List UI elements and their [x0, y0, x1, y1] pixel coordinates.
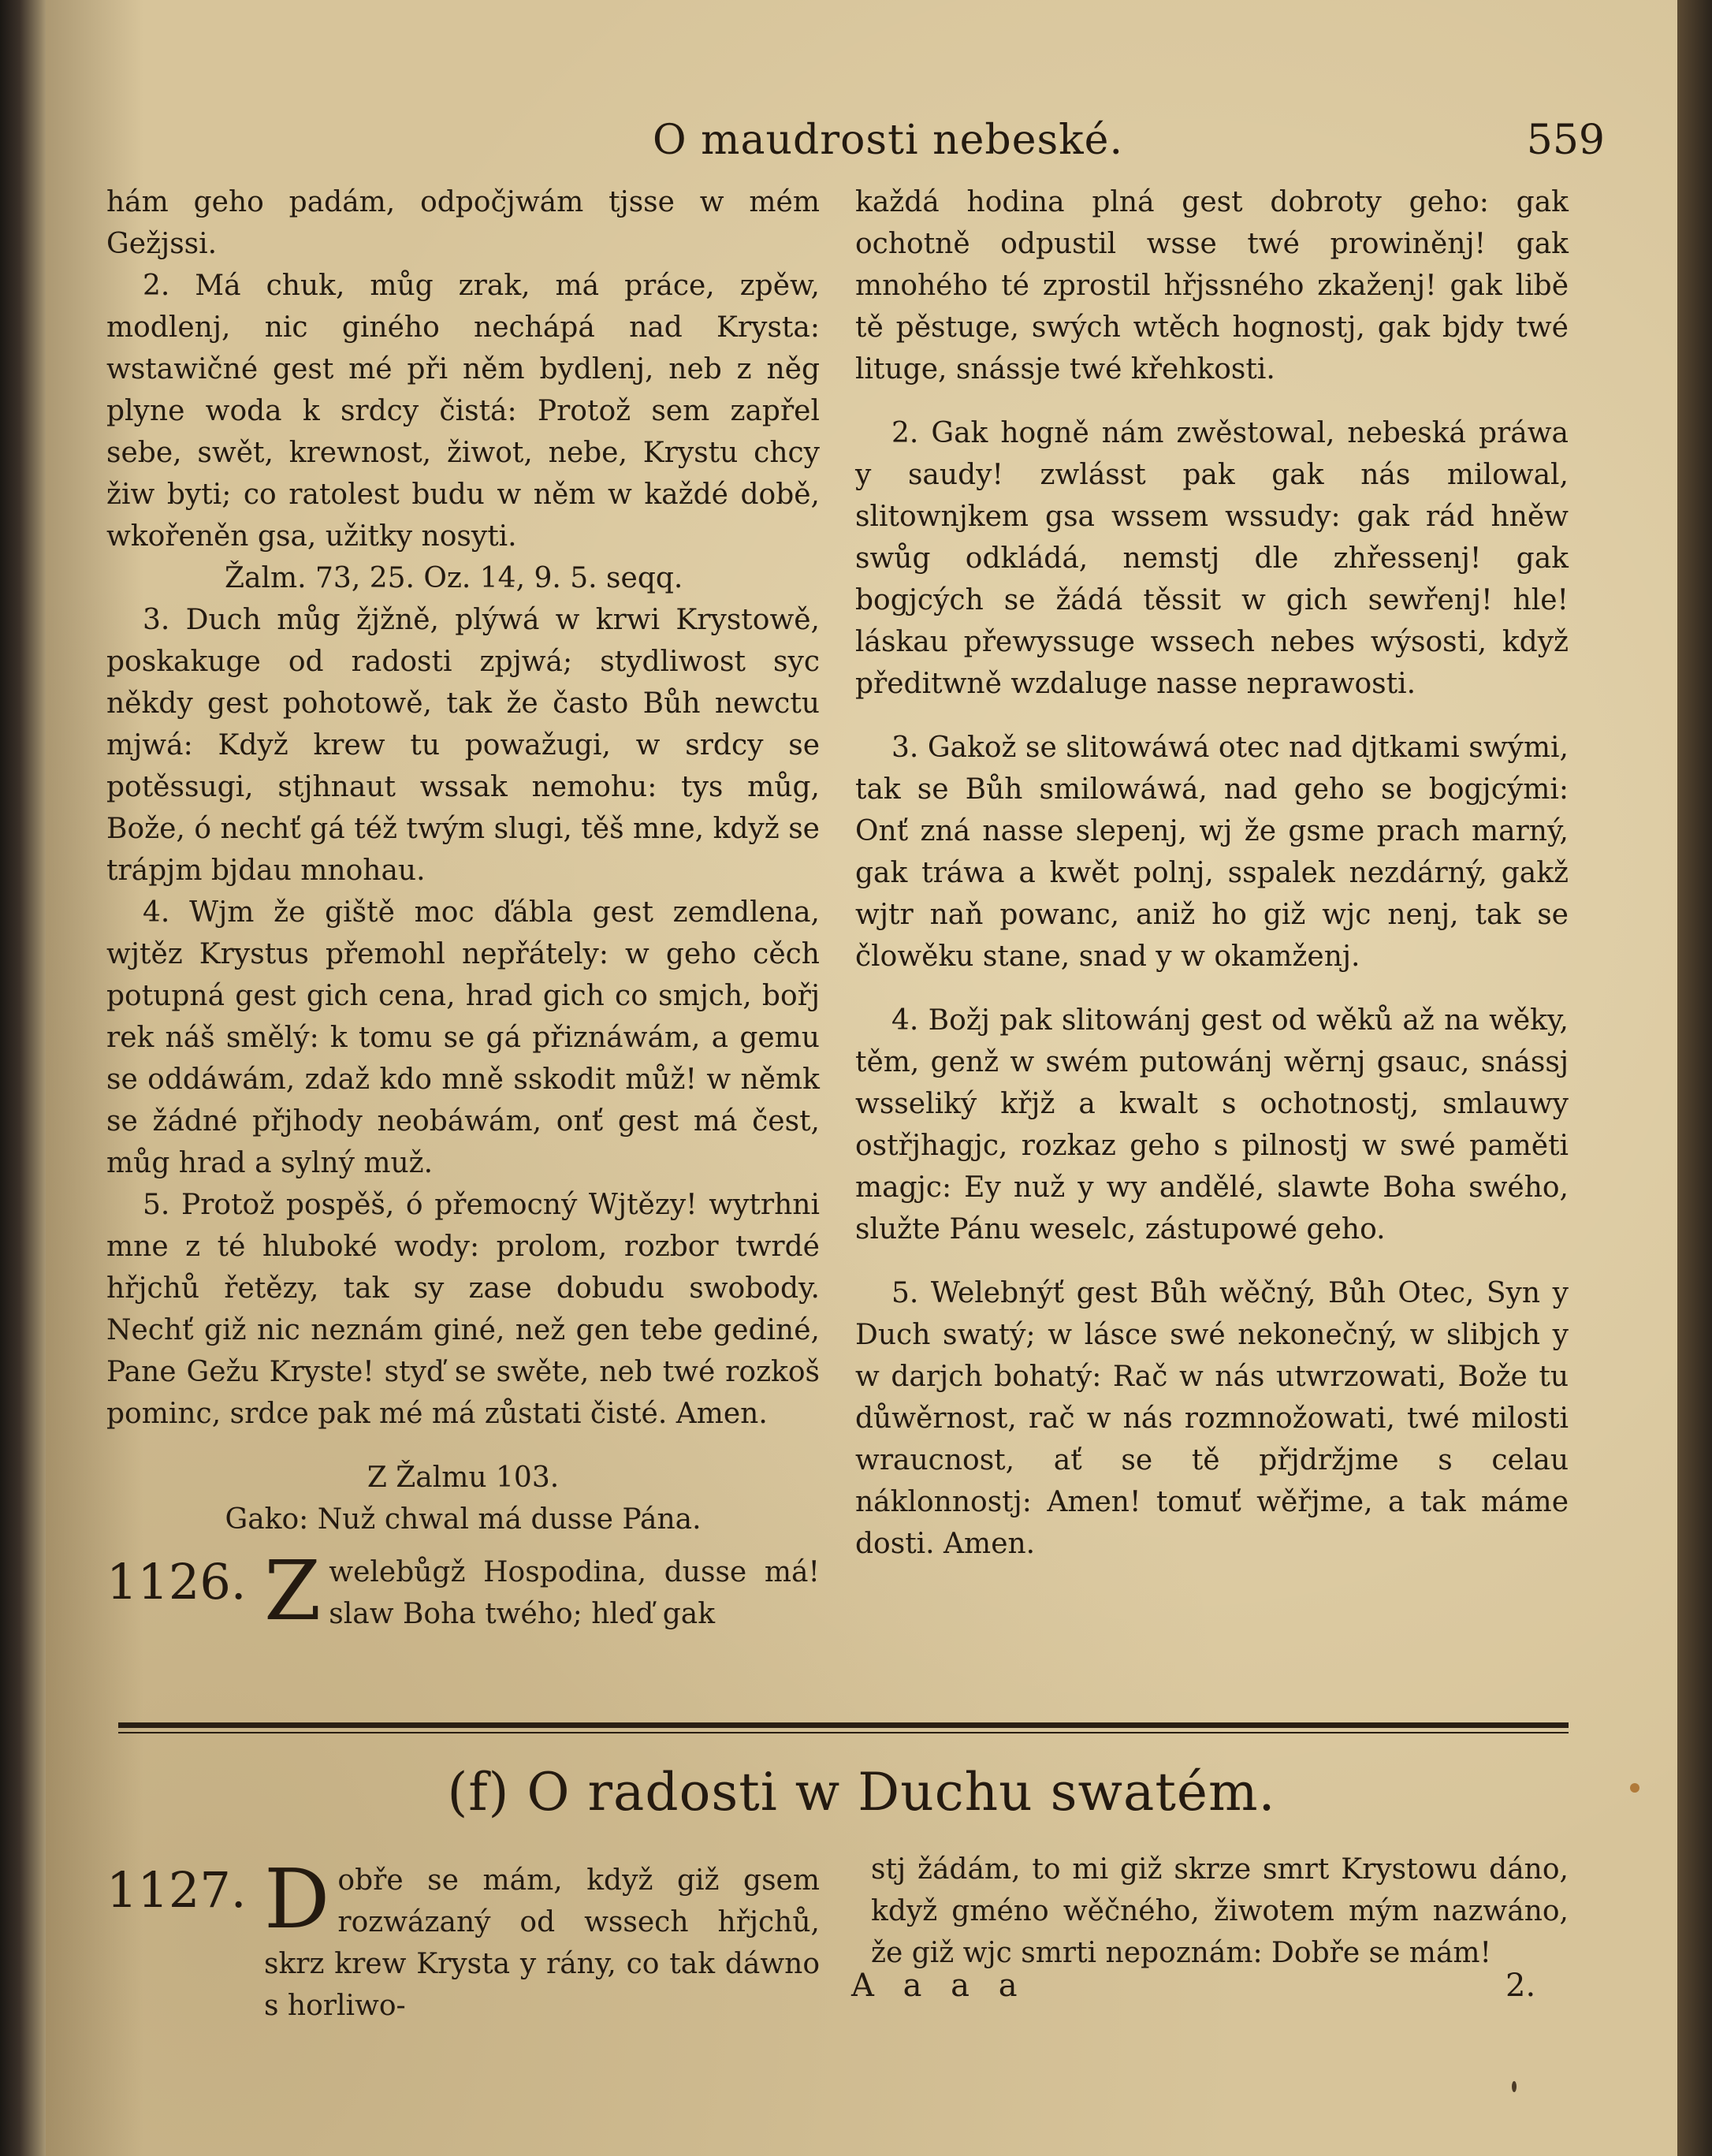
hymn-1127-left	[106, 1849, 820, 2027]
running-title: O maudrosti nebeské.	[653, 117, 1123, 164]
hymn-number: 1127.	[106, 1861, 247, 1919]
catchword: 2.	[1505, 1968, 1536, 2004]
hymn-1126-verse-4: 4. Božj pak slitowánj gest od wěků až na wěky, těm, genž w swém putowánj wěrnj gsauc, snássj wsseliký křjž a kwalt s ochotnostj, smlauwy ostřjhagjc, rozkaz geho s pilnostj w swé paměti magjc: Ey nuž y wy andělé, slawte Boha swého, služte Pánu weselc, zástupowé geho.	[855, 1004, 1569, 1246]
hymn-1126-verse-2: 2. Gak hogně nám zwěstowal, nebeská práwa y saudy! zwlásst pak gak nás milowal, slitownjkem gsa wssem wssudy: gak rád hněw swůg odkládá, nemstj dle zhřessenj! gak bogjcých se žádá těssit w gich sewřenj! hle! láskau přewyssuge wssech nebes wýsosti, když předitwně wzdaluge nasse neprawosti.	[855, 417, 1569, 700]
hymn-1127-text-left: obře se mám, když giž gsem rozwázaný od wssech hřjchů, skrz krew Krysta y rány, co tak dáwno s horliwo-	[264, 1864, 820, 2022]
hymn-1126-verse-1-cont: každá hodina plná gest dobroty geho: gak ochotně odpustil wsse twé prowiněnj! gak mnohého té zprostil hřjssného zkaženj! gak libě tě pěstuge, swých wtěch hognostj, gak bjdy twé lituge, snássje twé křehkosti.	[855, 186, 1569, 385]
page-header	[46, 117, 1677, 172]
section-divider	[118, 1722, 1569, 1728]
scripture-reference: Žalm. 73, 25. Oz. 14, 9. 5. seqq.	[225, 562, 683, 594]
verse-continuation: hám geho padám, odpočjwám tjsse w mém Gežjssi.	[106, 186, 820, 260]
left-column	[106, 181, 820, 1639]
paper-stain	[1630, 1783, 1639, 1793]
hymn-1126-verse-5: 5. Welebnýť gest Bůh wěčný, Bůh Otec, Syn y Duch swatý; w lásce swé nekonečný, w slibjch y w darjch bohatý: Rač w nás utwrzowati, Bože tu důwěrnost, rač w nás rozmnožowati, twé milosti wraucnost, ať se tě přjdržjme s celau náklonnostj: Amen! tomuť wěřjme, a tak máme dosti. Amen.	[855, 1277, 1569, 1560]
verse-4: 4. Wjm že giště moc ďábla gest zemdlena, wjtěz Krystus přemohl nepřátely: w geho cěch potupná gest gich cena, hrad gich co smjch, bořj rek náš smělý: k tomu se gá přiznáwám, a gemu se oddáwám, zdaž kdo mně sskodit můž! w němk se žádné přjhody neobáwám, onť gest má čest, můg hrad a sylný muž.	[106, 896, 820, 1179]
hymn-source: Z Žalmu 103.	[367, 1462, 560, 1494]
hymn-1127-text-right: stj žádám, to mi giž skrze smrt Krystowu dáno, když gméno wěčného, žiwotem mým nazwáno, že giž wjc smrti nepoznám: Dobře se mám!	[871, 1853, 1569, 1969]
printer-signature: A a a a	[851, 1968, 1027, 2004]
page-number: 559	[1526, 117, 1605, 164]
hymn-1127-start	[106, 1851, 820, 2027]
drop-capital: D	[264, 1851, 330, 1947]
section-divider-thin	[118, 1732, 1569, 1733]
hymn-number: 1126.	[106, 1553, 247, 1610]
book-binding-edge	[0, 0, 49, 2156]
verse-5: 5. Protož pospěš, ó přemocný Wjtězy! wytrhni mne z té hluboké wody: prolom, rozbor twrdé hřjchů řetězy, tak sy zase dobudu swobody. Nechť giž nic neznám giné, než gen tebe gediné, Pane Gežu Kryste! styď se swěte, neb twé rozkoš pominc, srdce pak mé má zůstati čisté. Amen.	[106, 1189, 820, 1430]
page-right-edge	[1677, 0, 1712, 2156]
hymn-1126-start	[106, 1543, 820, 1639]
right-column	[855, 181, 1569, 1565]
hymn-1127-right	[871, 1849, 1569, 1974]
verse-3: 3. Duch můg žjžně, plýwá w krwi Krystowě, poskakuge od radosti zpjwá; stydliwost syc někdy gest pohotowě, tak že často Bůh newctu mjwá: Když krew tu powažugi, w srdcy se potěssugi, stjhnaut wssak nemohu: tys můg, Bože, ó nechť gá též twým slugi, těš mne, když se trápjm bjdau mnohau.	[106, 604, 820, 887]
hymn-melody: Gako: Nuž chwal má dusse Pána.	[225, 1503, 702, 1536]
drop-capital: Z	[264, 1543, 322, 1639]
hymn-first-line: welebůgž Hospodina, dusse má! slaw Boha twého; hleď gak	[329, 1556, 820, 1630]
paper-stain	[1512, 2081, 1517, 2092]
section-title: (f) O radosti w Duchu swatém.	[447, 1762, 1276, 1823]
hymn-1126-verse-3: 3. Gakož se slitowáwá otec nad djtkami swými, tak se Bůh smilowáwá, nad geho se bogjcými: Onť zná nasse slepenj, wj že gsme prach marný, gak tráwa a kwět polnj, sspalek nezdárný, gakž wjtr naň powanc, aniž ho giž wjc nenj, tak se člowěku stane, snad y w okamženj.	[855, 732, 1569, 973]
verse-2: 2. Má chuk, můg zrak, má práce, zpěw, modlenj, nic giného nechápá nad Krysta: wstawičné gest mé při něm bydlenj, neb z něg plyne woda k srdcy čistá: Protož sem zapřel sebe, swět, krewnost, žiwot, nebe, Krystu chcy žiw byti; co ratolest budu w něm w každé době, wkořeněn gsa, užitky nosyti.	[106, 270, 820, 553]
